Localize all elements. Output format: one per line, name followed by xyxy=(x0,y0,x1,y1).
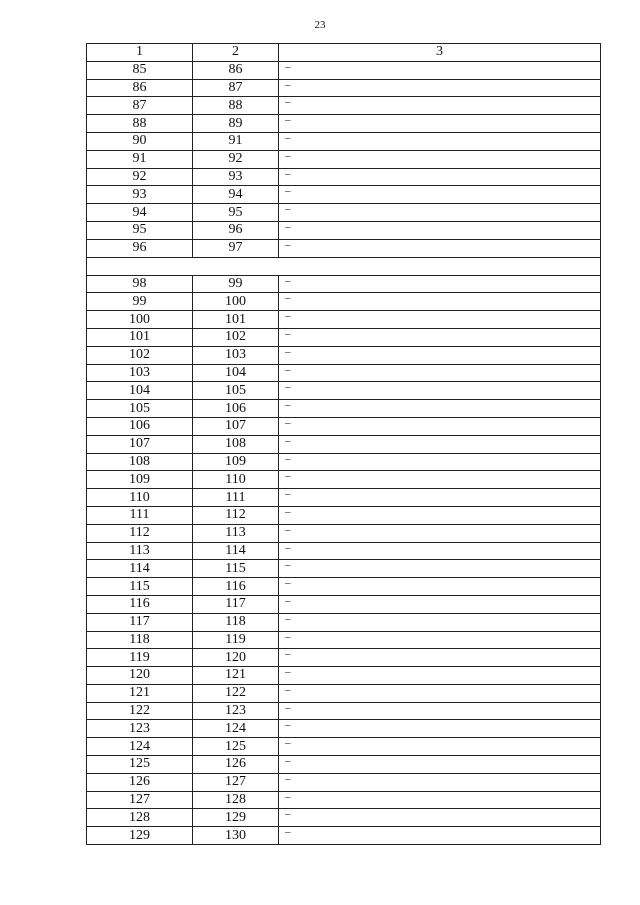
table-row xyxy=(87,506,601,524)
row-value-col2: 111 xyxy=(193,489,279,507)
row-value-col2: 125 xyxy=(193,738,279,756)
row-value-col1: 93 xyxy=(87,186,193,204)
row-value-col2: 109 xyxy=(193,453,279,471)
row-value-col2: 94 xyxy=(193,186,279,204)
row-value-col3: – xyxy=(279,667,601,685)
row-value-col3: – xyxy=(279,79,601,97)
row-value-col3: – xyxy=(279,132,601,150)
row-value-col2: 113 xyxy=(193,524,279,542)
row-value-col2: 128 xyxy=(193,791,279,809)
table-row xyxy=(87,97,601,115)
row-value-col1: 94 xyxy=(87,204,193,222)
row-value-col3: – xyxy=(279,631,601,649)
row-value-col1: 102 xyxy=(87,346,193,364)
row-value-col3: – xyxy=(279,578,601,596)
table-body-after-gap xyxy=(87,275,601,845)
table-row xyxy=(87,720,601,738)
table-row xyxy=(87,578,601,596)
row-value-col3: – xyxy=(279,791,601,809)
table-row xyxy=(87,791,601,809)
table-row xyxy=(87,150,601,168)
table-body-before-gap xyxy=(87,61,601,257)
row-value-col3: – xyxy=(279,738,601,756)
row-value-col3: – xyxy=(279,150,601,168)
row-value-col2: 88 xyxy=(193,97,279,115)
row-value-col2: 122 xyxy=(193,684,279,702)
row-value-col2: 126 xyxy=(193,756,279,774)
row-value-col1: 106 xyxy=(87,417,193,435)
row-value-col1: 107 xyxy=(87,435,193,453)
row-value-col3: – xyxy=(279,328,601,346)
row-value-col3: – xyxy=(279,400,601,418)
table-row xyxy=(87,221,601,239)
row-value-col2: 101 xyxy=(193,311,279,329)
table-row xyxy=(87,595,601,613)
row-value-col1: 95 xyxy=(87,221,193,239)
row-value-col3: – xyxy=(279,61,601,79)
table-row xyxy=(87,382,601,400)
column-header-1: 1 xyxy=(87,44,193,62)
row-value-col2: 112 xyxy=(193,506,279,524)
row-value-col3: – xyxy=(279,489,601,507)
row-value-col2: 100 xyxy=(193,293,279,311)
row-value-col3: – xyxy=(279,346,601,364)
table-row xyxy=(87,453,601,471)
row-value-col1: 91 xyxy=(87,150,193,168)
row-value-col1: 98 xyxy=(87,275,193,293)
row-value-col3: – xyxy=(279,204,601,222)
row-value-col3: – xyxy=(279,311,601,329)
row-value-col3: – xyxy=(279,809,601,827)
row-value-col1: 101 xyxy=(87,328,193,346)
row-value-col3: – xyxy=(279,702,601,720)
table-row xyxy=(87,649,601,667)
table-row xyxy=(87,631,601,649)
row-value-col3: – xyxy=(279,560,601,578)
row-value-col2: 96 xyxy=(193,221,279,239)
row-value-col1: 96 xyxy=(87,239,193,257)
row-value-col3: – xyxy=(279,453,601,471)
table-row xyxy=(87,738,601,756)
table-row xyxy=(87,168,601,186)
table-row xyxy=(87,186,601,204)
row-value-col1: 129 xyxy=(87,827,193,845)
row-value-col2: 89 xyxy=(193,115,279,133)
row-value-col1: 104 xyxy=(87,382,193,400)
row-value-col3: – xyxy=(279,720,601,738)
column-header-3: 3 xyxy=(279,44,601,62)
row-value-col1: 124 xyxy=(87,738,193,756)
row-value-col3: – xyxy=(279,115,601,133)
row-value-col2: 117 xyxy=(193,595,279,613)
table-row xyxy=(87,79,601,97)
row-value-col2: 91 xyxy=(193,132,279,150)
row-value-col1: 112 xyxy=(87,524,193,542)
row-value-col3: – xyxy=(279,595,601,613)
row-value-col2: 130 xyxy=(193,827,279,845)
table-row xyxy=(87,364,601,382)
row-value-col2: 102 xyxy=(193,328,279,346)
row-value-col3: – xyxy=(279,97,601,115)
row-value-col1: 111 xyxy=(87,506,193,524)
table-row xyxy=(87,275,601,293)
table-row xyxy=(87,239,601,257)
table-header-row xyxy=(87,44,601,62)
row-value-col1: 114 xyxy=(87,560,193,578)
row-value-col2: 114 xyxy=(193,542,279,560)
table-row xyxy=(87,293,601,311)
row-value-col2: 110 xyxy=(193,471,279,489)
table-gap-row xyxy=(87,257,601,275)
row-value-col1: 90 xyxy=(87,132,193,150)
table-gap-cell xyxy=(87,257,601,275)
column-header-2: 2 xyxy=(193,44,279,62)
row-value-col1: 99 xyxy=(87,293,193,311)
row-value-col1: 116 xyxy=(87,595,193,613)
row-value-col2: 118 xyxy=(193,613,279,631)
row-value-col3: – xyxy=(279,773,601,791)
row-value-col3: – xyxy=(279,471,601,489)
row-value-col2: 92 xyxy=(193,150,279,168)
table-row xyxy=(87,667,601,685)
row-value-col1: 122 xyxy=(87,702,193,720)
row-value-col1: 103 xyxy=(87,364,193,382)
row-value-col1: 113 xyxy=(87,542,193,560)
table-row xyxy=(87,773,601,791)
table-row xyxy=(87,542,601,560)
row-value-col2: 124 xyxy=(193,720,279,738)
row-value-col3: – xyxy=(279,435,601,453)
table-row xyxy=(87,489,601,507)
row-value-col2: 95 xyxy=(193,204,279,222)
row-value-col1: 110 xyxy=(87,489,193,507)
row-value-col1: 109 xyxy=(87,471,193,489)
row-value-col2: 97 xyxy=(193,239,279,257)
table-row xyxy=(87,613,601,631)
table-row xyxy=(87,204,601,222)
row-value-col2: 116 xyxy=(193,578,279,596)
row-value-col3: – xyxy=(279,364,601,382)
row-value-col2: 115 xyxy=(193,560,279,578)
row-value-col1: 118 xyxy=(87,631,193,649)
table-row xyxy=(87,400,601,418)
row-value-col2: 106 xyxy=(193,400,279,418)
row-value-col2: 108 xyxy=(193,435,279,453)
row-value-col1: 119 xyxy=(87,649,193,667)
table-row xyxy=(87,311,601,329)
row-value-col1: 86 xyxy=(87,79,193,97)
row-value-col1: 100 xyxy=(87,311,193,329)
row-value-col2: 120 xyxy=(193,649,279,667)
row-value-col3: – xyxy=(279,756,601,774)
table-row xyxy=(87,132,601,150)
row-value-col3: – xyxy=(279,542,601,560)
table-row xyxy=(87,702,601,720)
row-value-col2: 103 xyxy=(193,346,279,364)
row-value-col1: 125 xyxy=(87,756,193,774)
row-value-col3: – xyxy=(279,827,601,845)
table-row xyxy=(87,346,601,364)
row-value-col1: 108 xyxy=(87,453,193,471)
table-row xyxy=(87,471,601,489)
row-value-col2: 119 xyxy=(193,631,279,649)
table-row xyxy=(87,524,601,542)
page-number: 23 xyxy=(314,19,326,31)
table-gap-section xyxy=(87,257,601,275)
table-row xyxy=(87,560,601,578)
row-value-col1: 123 xyxy=(87,720,193,738)
table-row xyxy=(87,684,601,702)
row-value-col3: – xyxy=(279,221,601,239)
row-value-col2: 121 xyxy=(193,667,279,685)
row-value-col3: – xyxy=(279,649,601,667)
row-value-col2: 99 xyxy=(193,275,279,293)
row-value-col3: – xyxy=(279,186,601,204)
row-value-col3: – xyxy=(279,239,601,257)
row-value-col2: 107 xyxy=(193,417,279,435)
row-value-col1: 117 xyxy=(87,613,193,631)
row-value-col3: – xyxy=(279,275,601,293)
table-row xyxy=(87,756,601,774)
row-value-col2: 123 xyxy=(193,702,279,720)
table-row xyxy=(87,417,601,435)
row-value-col1: 128 xyxy=(87,809,193,827)
table-row xyxy=(87,435,601,453)
row-value-col2: 87 xyxy=(193,79,279,97)
row-value-col2: 86 xyxy=(193,61,279,79)
row-value-col1: 87 xyxy=(87,97,193,115)
row-value-col2: 104 xyxy=(193,364,279,382)
row-value-col3: – xyxy=(279,613,601,631)
row-value-col3: – xyxy=(279,168,601,186)
row-value-col2: 105 xyxy=(193,382,279,400)
row-value-col2: 127 xyxy=(193,773,279,791)
row-value-col1: 105 xyxy=(87,400,193,418)
row-value-col3: – xyxy=(279,293,601,311)
row-value-col2: 93 xyxy=(193,168,279,186)
table-row xyxy=(87,328,601,346)
table-row xyxy=(87,827,601,845)
row-value-col1: 120 xyxy=(87,667,193,685)
row-value-col3: – xyxy=(279,382,601,400)
row-value-col1: 121 xyxy=(87,684,193,702)
row-value-col2: 129 xyxy=(193,809,279,827)
row-value-col1: 115 xyxy=(87,578,193,596)
row-value-col3: – xyxy=(279,417,601,435)
table-row xyxy=(87,61,601,79)
row-value-col3: – xyxy=(279,524,601,542)
table-row xyxy=(87,809,601,827)
row-value-col1: 127 xyxy=(87,791,193,809)
data-table xyxy=(86,43,601,845)
table-row xyxy=(87,115,601,133)
row-value-col1: 88 xyxy=(87,115,193,133)
row-value-col1: 85 xyxy=(87,61,193,79)
row-value-col3: – xyxy=(279,506,601,524)
row-value-col3: – xyxy=(279,684,601,702)
row-value-col1: 92 xyxy=(87,168,193,186)
row-value-col1: 126 xyxy=(87,773,193,791)
